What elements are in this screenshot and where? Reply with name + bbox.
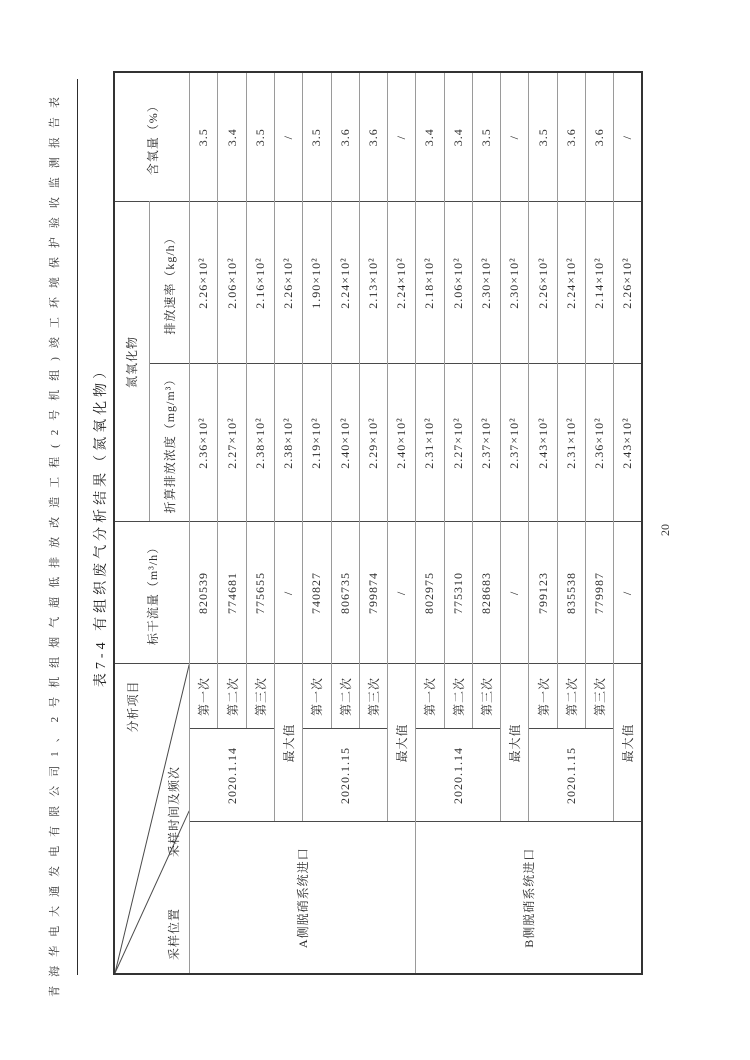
- conc-cell: 2.37×10²: [472, 364, 500, 522]
- seq-cell: 第三次: [472, 664, 500, 729]
- date-cell: 2020.1.15: [303, 729, 388, 822]
- date-cell: 2020.1.14: [416, 729, 501, 822]
- rate-cell: 2.24×10²: [557, 202, 585, 364]
- column-header-concentration: 折算排放浓度（mg/m³）: [149, 364, 189, 522]
- conc-cell: 2.29×10²: [359, 364, 387, 522]
- flow-cell: /: [614, 522, 642, 664]
- max-label-cell: 最大值: [501, 664, 529, 822]
- rate-cell: 2.06×10²: [218, 202, 246, 364]
- o2-cell: 3.5: [472, 72, 500, 202]
- flow-cell: 779987: [585, 522, 613, 664]
- diagonal-header-cell: [114, 664, 190, 974]
- flow-cell: 820539: [190, 522, 218, 664]
- flow-cell: 775310: [444, 522, 472, 664]
- seq-cell: 第三次: [359, 664, 387, 729]
- conc-cell: 2.27×10²: [218, 364, 246, 522]
- seq-cell: 第二次: [444, 664, 472, 729]
- conc-cell: 2.36×10²: [190, 364, 218, 522]
- o2-cell: /: [275, 72, 303, 202]
- table-row: [416, 72, 444, 974]
- diag-label-analysis-item: 分析项目: [126, 680, 140, 733]
- location-cell: A侧脱硝系统进口: [190, 822, 416, 974]
- rate-cell: 2.30×10²: [501, 202, 529, 364]
- flow-cell: /: [388, 522, 416, 664]
- conc-cell: 2.31×10²: [416, 364, 444, 522]
- header-row-1: [114, 72, 149, 974]
- conc-cell: 2.43×10²: [614, 364, 642, 522]
- max-label-cell: 最大值: [614, 664, 642, 822]
- seq-cell: 第一次: [190, 664, 218, 729]
- date-cell: 2020.1.14: [190, 729, 275, 822]
- column-header-nox-group: 氮氧化物: [114, 202, 149, 522]
- o2-cell: 3.4: [416, 72, 444, 202]
- o2-cell: 3.6: [359, 72, 387, 202]
- o2-cell: /: [501, 72, 529, 202]
- seq-cell: 第三次: [246, 664, 274, 729]
- conc-cell: 2.40×10²: [331, 364, 359, 522]
- rate-cell: 2.06×10²: [444, 202, 472, 364]
- report-header-title: 青海华电大通发电有限公司1、2号机组烟气超低排放改造工程(2号机组)竣工环境保护验收监测报告表: [49, 88, 61, 997]
- rate-cell: 2.24×10²: [331, 202, 359, 364]
- flow-cell: 806735: [331, 522, 359, 664]
- table-row: [190, 72, 218, 974]
- seq-cell: 第一次: [529, 664, 557, 729]
- flow-cell: 775655: [246, 522, 274, 664]
- conc-cell: 2.38×10²: [246, 364, 274, 522]
- rate-cell: 2.26×10²: [190, 202, 218, 364]
- o2-cell: 3.5: [190, 72, 218, 202]
- o2-cell: 3.6: [331, 72, 359, 202]
- flow-cell: 799874: [359, 522, 387, 664]
- o2-cell: 3.6: [557, 72, 585, 202]
- date-cell: 2020.1.15: [529, 729, 614, 822]
- seq-cell: 第三次: [585, 664, 613, 729]
- seq-cell: 第一次: [416, 664, 444, 729]
- monitoring-results-table: [113, 71, 643, 975]
- rate-cell: 2.18×10²: [416, 202, 444, 364]
- conc-cell: 2.19×10²: [303, 364, 331, 522]
- rate-cell: 2.24×10²: [388, 202, 416, 364]
- rate-cell: 2.13×10²: [359, 202, 387, 364]
- o2-cell: 3.4: [218, 72, 246, 202]
- diag-label-sampling-position: 采样位置: [167, 907, 182, 960]
- conc-cell: 2.43×10²: [529, 364, 557, 522]
- table-caption: 表7-4 有组织废气分析结果（氮氧化物）: [94, 360, 109, 688]
- o2-cell: 3.5: [303, 72, 331, 202]
- diag-label-sampling-time: 采样时间及频次: [167, 765, 182, 857]
- column-header-flow: 标干流量（m³/h）: [114, 522, 190, 664]
- seq-cell: 第一次: [303, 664, 331, 729]
- max-label-cell: 最大值: [388, 664, 416, 822]
- rate-cell: 2.26×10²: [529, 202, 557, 364]
- column-header-rate: 排放速率（kg/h）: [149, 202, 189, 364]
- header-underline: [77, 79, 78, 975]
- flow-cell: /: [501, 522, 529, 664]
- conc-cell: 2.38×10²: [275, 364, 303, 522]
- o2-cell: 3.6: [585, 72, 613, 202]
- seq-cell: 第二次: [557, 664, 585, 729]
- location-cell: B侧脱硝系统进口: [416, 822, 642, 974]
- rate-cell: 2.16×10²: [246, 202, 274, 364]
- o2-cell: 3.5: [246, 72, 274, 202]
- seq-cell: 第二次: [218, 664, 246, 729]
- max-label-cell: 最大值: [275, 664, 303, 822]
- flow-cell: /: [275, 522, 303, 664]
- conc-cell: 2.31×10²: [557, 364, 585, 522]
- o2-cell: 3.5: [529, 72, 557, 202]
- rate-cell: 2.26×10²: [275, 202, 303, 364]
- rate-cell: 2.26×10²: [614, 202, 642, 364]
- flow-cell: 828683: [472, 522, 500, 664]
- conc-cell: 2.27×10²: [444, 364, 472, 522]
- conc-cell: 2.36×10²: [585, 364, 613, 522]
- flow-cell: 835538: [557, 522, 585, 664]
- rate-cell: 2.30×10²: [472, 202, 500, 364]
- flow-cell: 740827: [303, 522, 331, 664]
- page-number: 20: [658, 524, 672, 536]
- flow-cell: 802975: [416, 522, 444, 664]
- flow-cell: 774681: [218, 522, 246, 664]
- rate-cell: 2.14×10²: [585, 202, 613, 364]
- o2-cell: /: [388, 72, 416, 202]
- o2-cell: 3.4: [444, 72, 472, 202]
- conc-cell: 2.40×10²: [388, 364, 416, 522]
- seq-cell: 第二次: [331, 664, 359, 729]
- conc-cell: 2.37×10²: [501, 364, 529, 522]
- column-header-oxygen: 含氧量（%）: [114, 72, 190, 202]
- flow-cell: 799123: [529, 522, 557, 664]
- rate-cell: 1.90×10²: [303, 202, 331, 364]
- o2-cell: /: [614, 72, 642, 202]
